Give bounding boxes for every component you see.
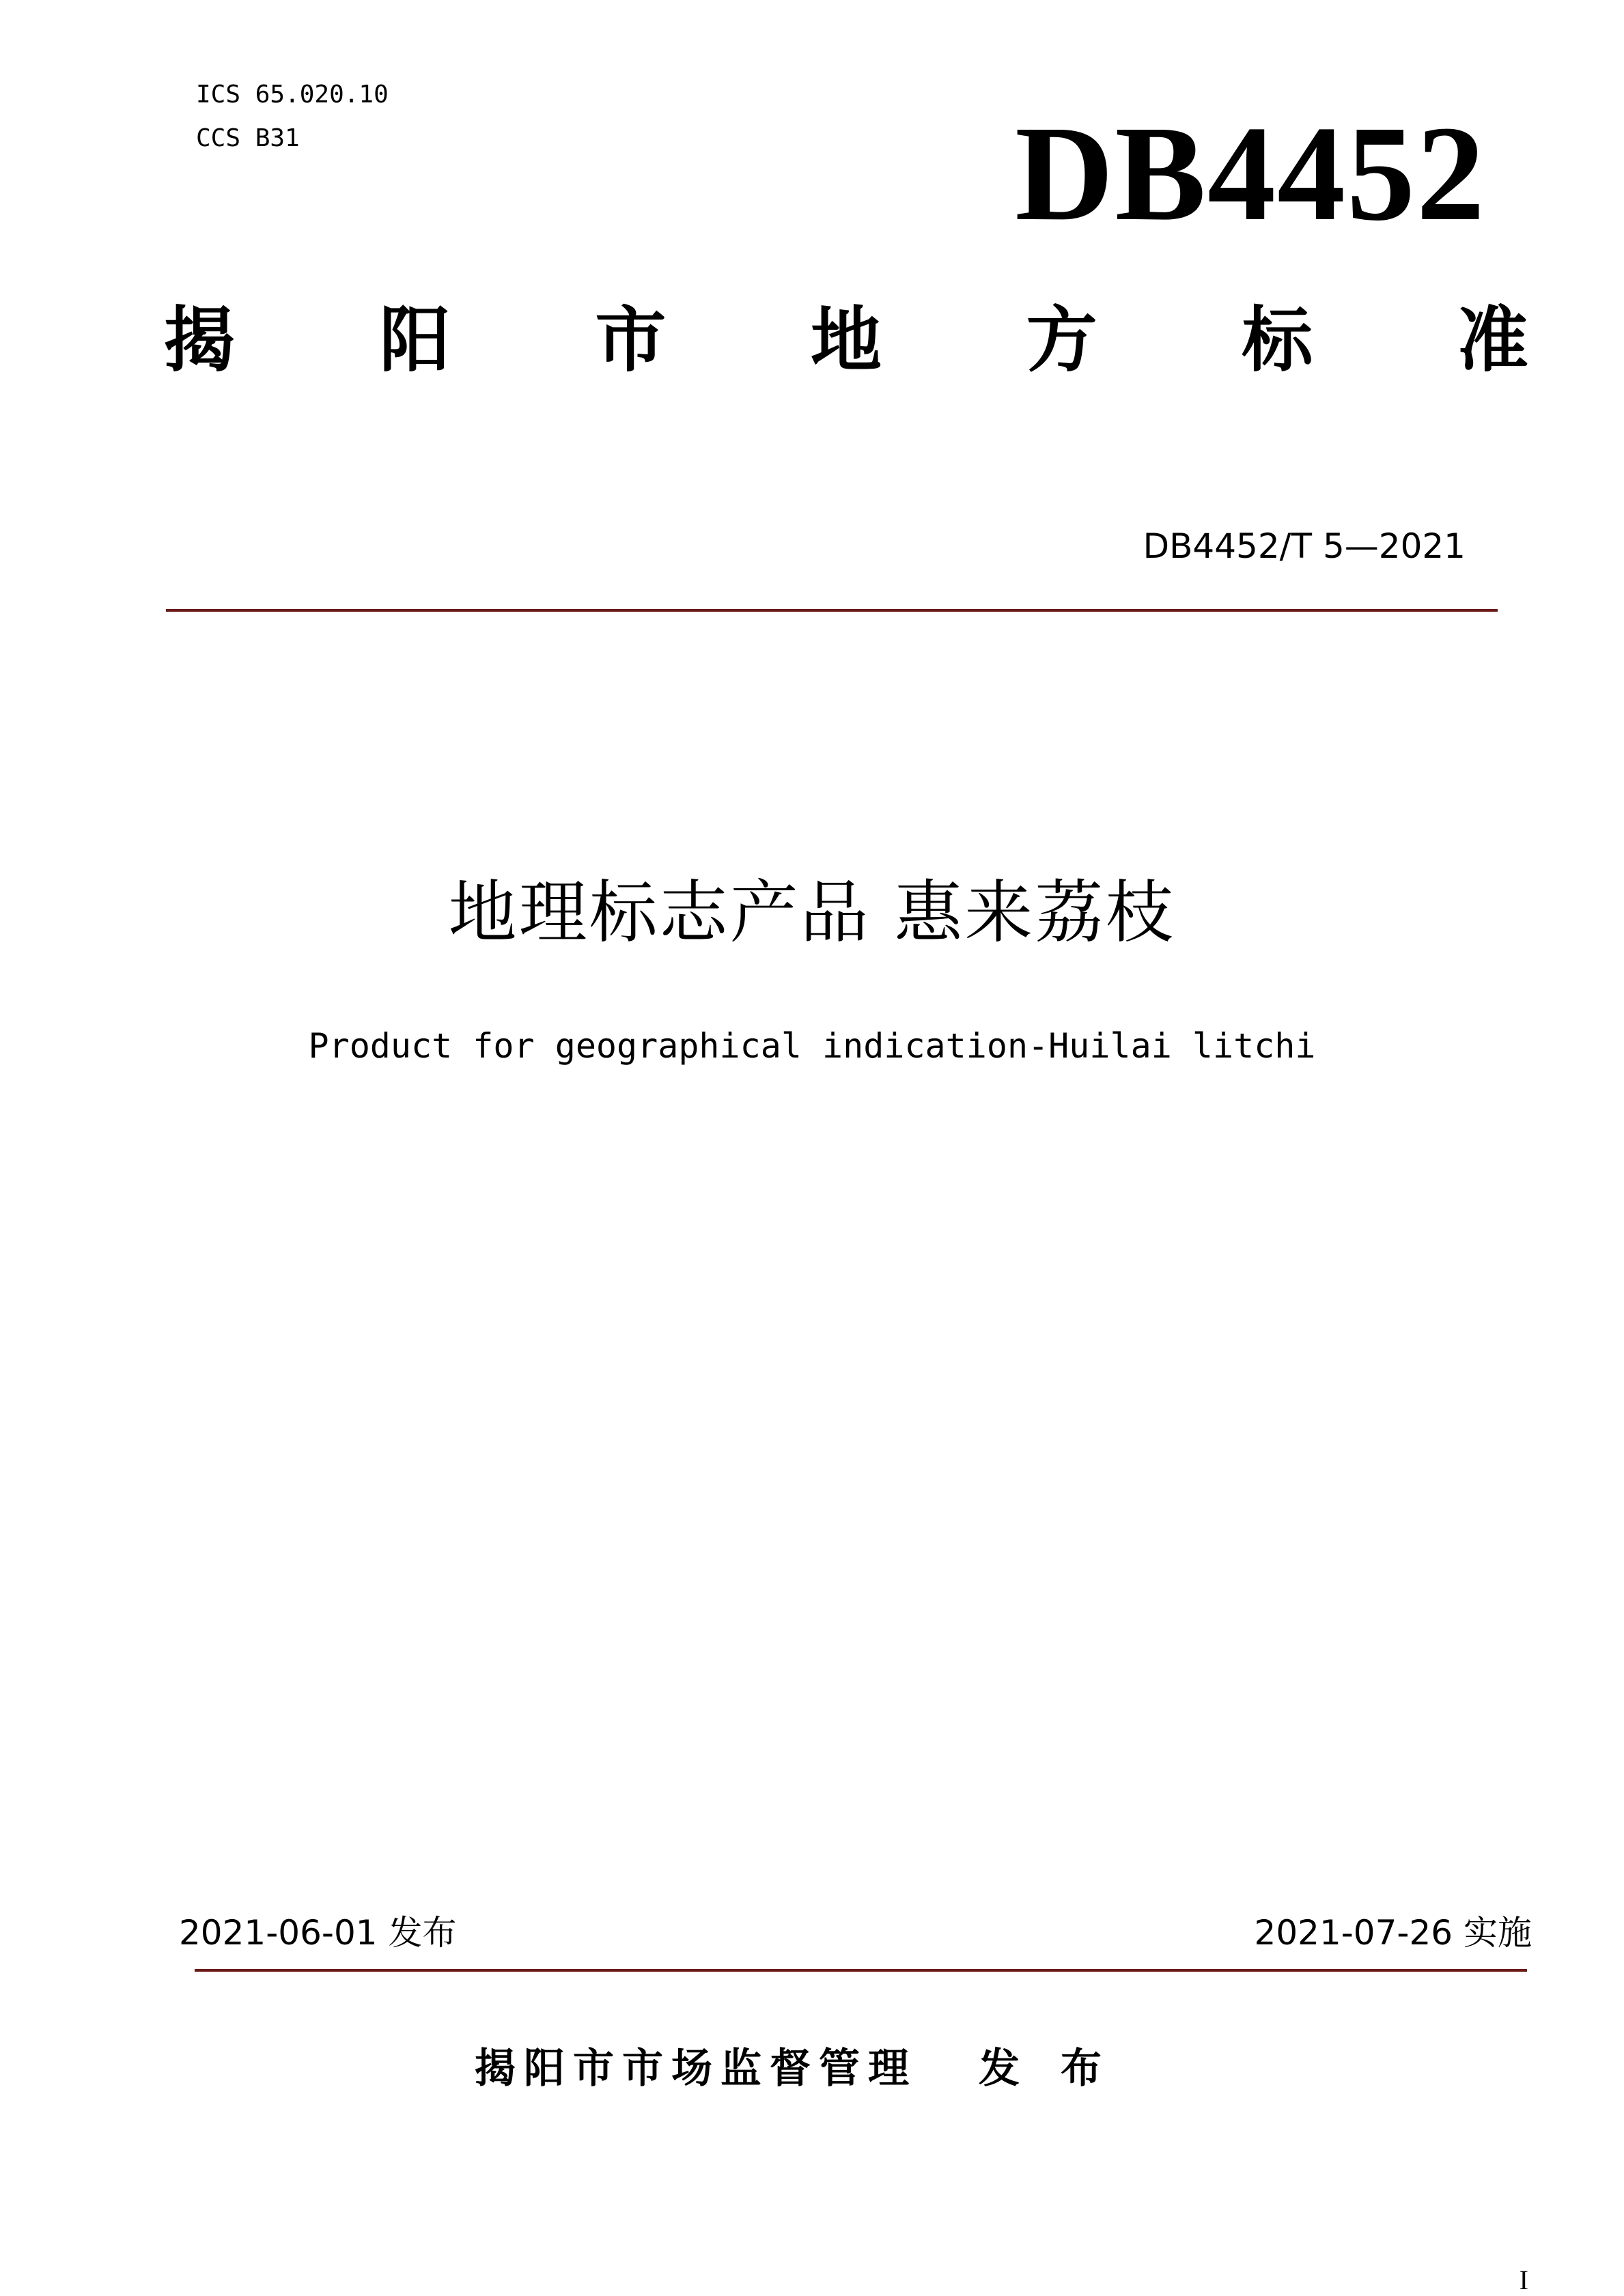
category-char: 地	[810, 298, 882, 382]
issuer-action: 发布	[979, 2045, 1143, 2093]
standard-category-title	[164, 299, 1528, 381]
publish-date: 2021-06-01 发布	[179, 1913, 457, 1953]
footer-divider	[195, 1969, 1527, 1972]
effective-date: 2021-07-26 实施	[1254, 1913, 1532, 1953]
standard-brand-mark: DB4452	[1015, 98, 1486, 249]
category-char: 标	[1242, 298, 1313, 382]
ccs-code: CCS B31	[196, 124, 300, 152]
category-char: 准	[1457, 298, 1528, 382]
ics-code: ICS 65.020.10	[196, 81, 389, 109]
header-divider	[166, 609, 1498, 612]
category-char: 方	[1026, 298, 1097, 382]
category-char: 揭	[164, 298, 236, 382]
document-title-chinese: 地理标志产品 惠来荔枝	[448, 873, 1176, 952]
category-char: 市	[595, 298, 667, 382]
document-title-english: Product for geographical indication-Huilai litchi	[308, 1026, 1316, 1066]
category-char: 阳	[379, 298, 451, 382]
issuer-name: 揭阳市市场监督管理	[475, 2045, 917, 2093]
issuing-authority	[475, 2041, 1143, 2096]
standard-number: DB4452/T 5—2021	[1143, 526, 1466, 566]
page-number: I	[1519, 2265, 1528, 2295]
